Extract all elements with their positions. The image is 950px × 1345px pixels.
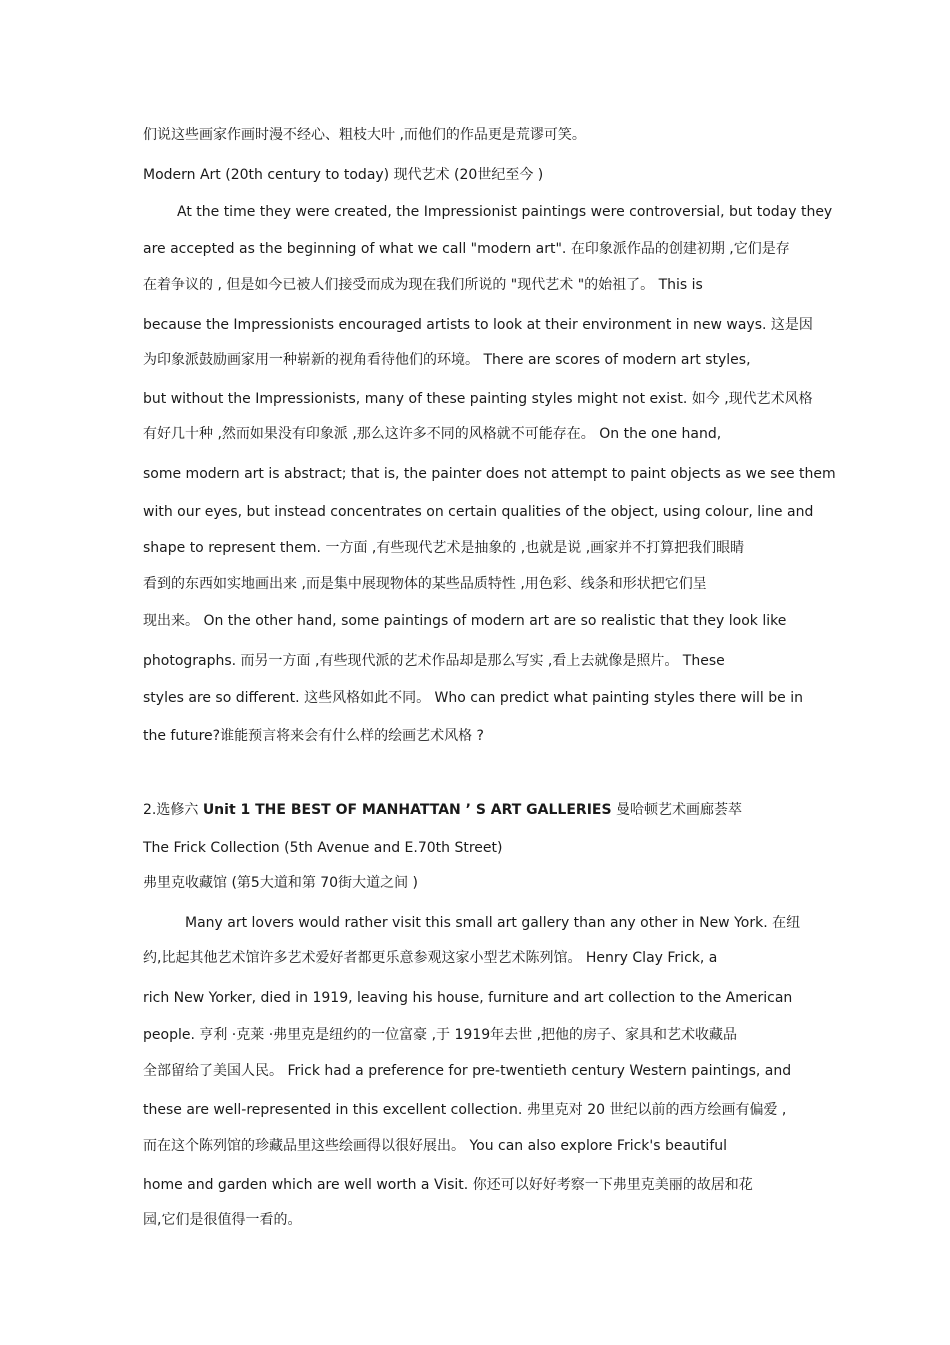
text-line: styles are so different. 这些风格如此不同。 Who can predict what painting styles there will be in <box>143 690 803 706</box>
text-line: some modern art is abstract; that is, the painter does not attempt to paint objects as we see them <box>143 466 836 482</box>
unit-prefix: 2.选修六 <box>143 802 203 818</box>
text-line: 为印象派鼓励画家用一种崭新的视角看待他们的环境。 There are scores of modern art styles, <box>143 352 751 368</box>
text-line: these are well-represented in this excellent collection. 弗里克对 20 世纪以前的西方绘画有偏爱 , <box>143 1102 787 1118</box>
text-line: 们说这些画家作画时漫不经心、粗枝大叶 ,而他们的作品更是荒谬可笑。 <box>143 127 586 143</box>
text-line: are accepted as the beginning of what we call "modern art". 在印象派作品的创建初期 ,它们是存 <box>143 241 790 257</box>
text-line: home and garden which are well worth a Visit. 你还可以好好考察一下弗里克美丽的故居和花 <box>143 1177 753 1193</box>
text-line: 园,它们是很值得一看的。 <box>143 1212 302 1228</box>
gallery-heading: The Frick Collection (5th Avenue and E.70th Street) <box>143 840 503 856</box>
text-line: 现出来。 On the other hand, some paintings of modern art are so realistic that they look like <box>143 613 787 629</box>
text-line: 在着争议的 , 但是如今已被人们接受而成为现在我们所说的 "现代艺术 "的始祖了。 This is <box>143 277 703 293</box>
text-line: 而在这个陈列馆的珍藏品里这些绘画得以很好展出。 You can also explore Frick's beautiful <box>143 1138 728 1154</box>
text-line: people. 亨利 ·克莱 ·弗里克是纽约的一位富豪 ,于 1919年去世 ,把他的房子、家具和艺术收藏品 <box>143 1027 738 1043</box>
text-line: shape to represent them. 一方面 ,有些现代艺术是抽象的 ,也就是说 ,画家并不打算把我们眼睛 <box>143 540 745 556</box>
text-line: 看到的东西如实地画出来 ,而是集中展现物体的某些品质特性 ,用色彩、线条和形状把它们呈 <box>143 576 707 592</box>
text-line: 有好几十种 ,然而如果没有印象派 ,那么这许多不同的风格就不可能存在。 On the one hand, <box>143 426 722 442</box>
text-line: photographs. 而另一方面 ,有些现代派的艺术作品却是那么写实 ,看上去就像是照片。 These <box>143 653 725 669</box>
text-line: the future?谁能预言将来会有什么样的绘画艺术风格 ? <box>143 728 484 744</box>
section-heading: Modern Art (20th century to today) 现代艺术 (20世纪至今 ) <box>143 167 544 183</box>
text-line: because the Impressionists encouraged artists to look at their environment in new ways. 这是因 <box>143 317 813 333</box>
text-line: but without the Impressionists, many of these painting styles might not exist. 如今 ,现代艺术风格 <box>143 391 813 407</box>
gallery-heading-cn: 弗里克收藏馆 (第5大道和第 70街大道之间 ) <box>143 875 418 891</box>
text-line: with our eyes, but instead concentrates on certain qualities of the object, using colour, line and <box>143 504 814 520</box>
text-line: Many art lovers would rather visit this small art gallery than any other in New York. 在纽 <box>185 915 801 931</box>
text-line: 全部留给了美国人民。 Frick had a preference for pre-twentieth century Western paintings, and <box>143 1063 792 1079</box>
unit-title-cn: 曼哈顿艺术画廊荟萃 <box>611 802 742 818</box>
unit-heading <box>143 801 742 819</box>
text-line: rich New Yorker, died in 1919, leaving his house, furniture and art collection to the American <box>143 990 793 1006</box>
text-line: At the time they were created, the Impressionist paintings were controversial, but today they <box>177 204 833 220</box>
text-line: 约,比起其他艺术馆许多艺术爱好者都更乐意参观这家小型艺术陈列馆。 Henry Clay Frick, a <box>143 950 718 966</box>
unit-title: Unit 1 THE BEST OF MANHATTAN ’ S ART GALLERIES <box>202 802 612 818</box>
